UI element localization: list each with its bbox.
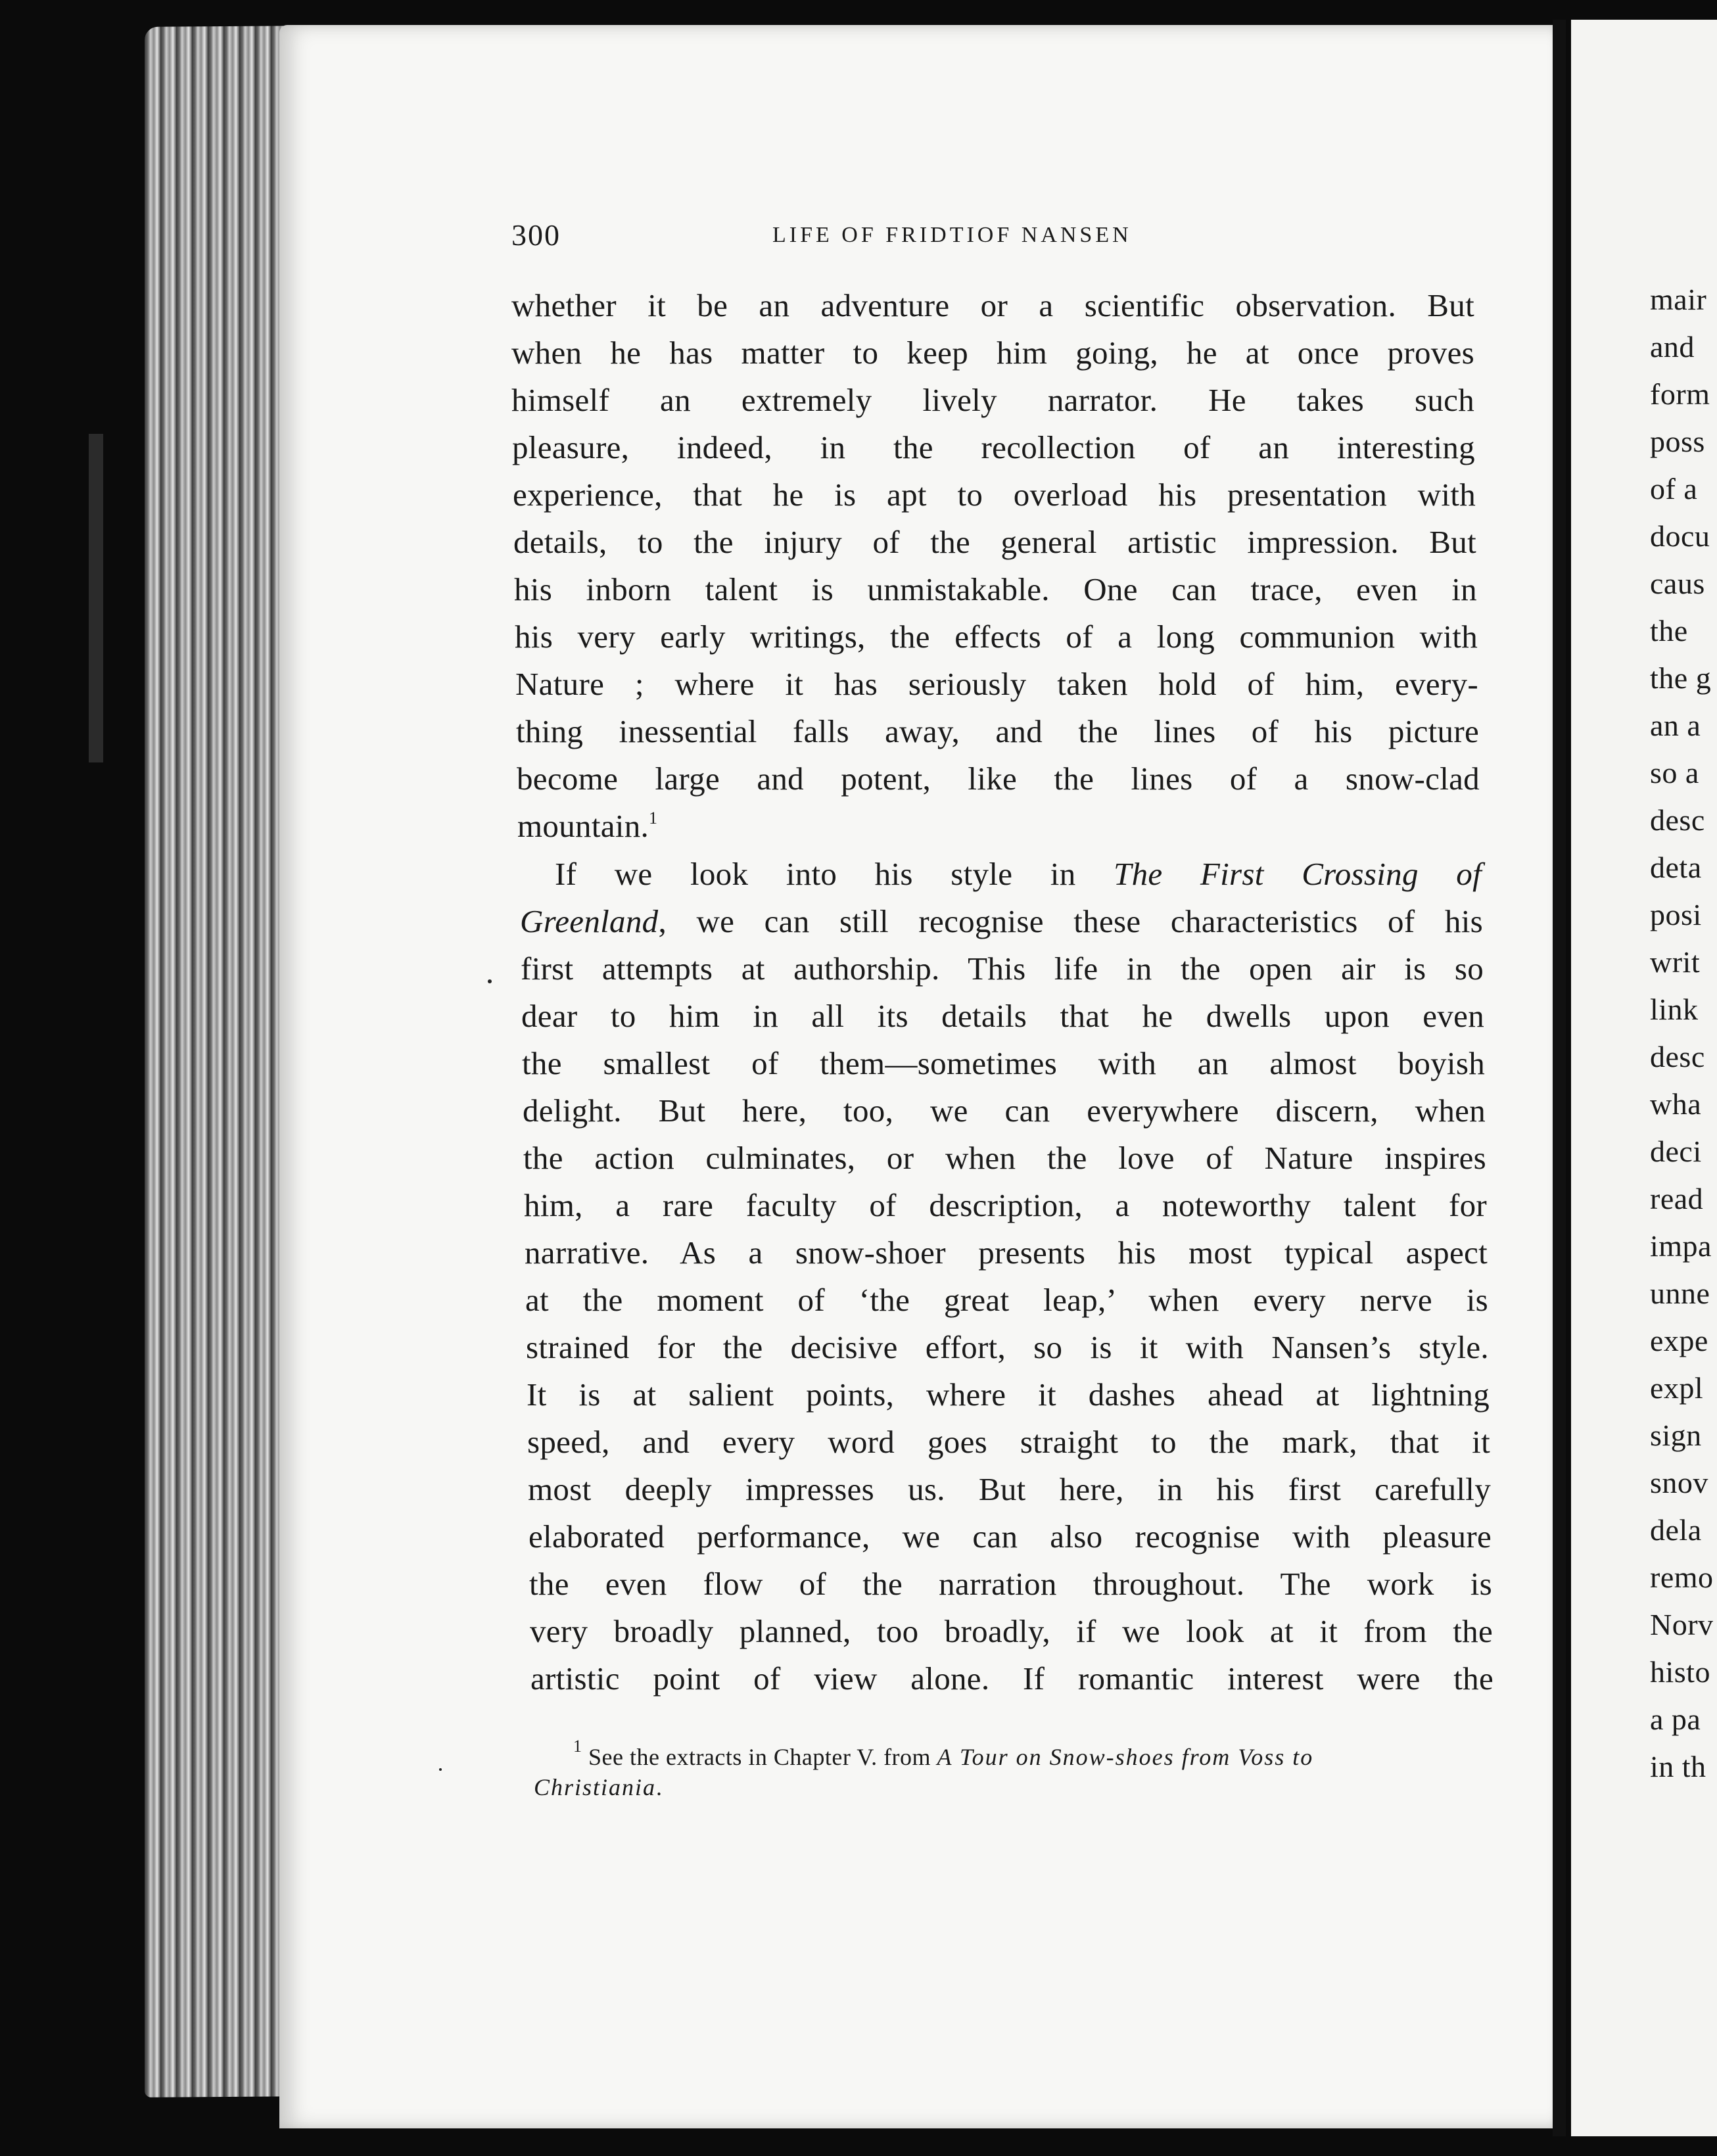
- text-line: the even flow of the narration throughout. The work is: [529, 1566, 1492, 1602]
- facing-page-line: read: [1650, 1182, 1704, 1215]
- facing-page-line: Norv: [1650, 1608, 1714, 1641]
- text-line: [520, 901, 1483, 943]
- facing-page-line: desc: [1650, 803, 1705, 837]
- footnote: [534, 1737, 1500, 1802]
- footnote-marker: [534, 1737, 582, 1770]
- footnote-end: .: [656, 1774, 663, 1800]
- facing-page-line: the: [1650, 614, 1688, 647]
- text-line: artistic point of view alone. If romantic interest were the: [530, 1660, 1494, 1697]
- scan-speck: [439, 1768, 442, 1771]
- text-line: his inborn talent is unmistakable. One can trace, even in: [514, 571, 1477, 607]
- text-line: the action culminates, or when the love of Nature inspires: [523, 1140, 1486, 1176]
- text-fragment: , we can still recognise these characteristics of his: [658, 903, 1483, 939]
- binding-shadow: [89, 434, 103, 762]
- facing-page: [1571, 20, 1717, 2136]
- text-line: Nature ; where it has seriously taken hold of him, every-: [515, 666, 1478, 702]
- facing-page-line: writ: [1650, 945, 1701, 979]
- text-line: himself an extremely lively narrator. He takes such: [511, 382, 1474, 418]
- footnote-number: 1: [573, 1737, 582, 1756]
- footnote-text: See the extracts in Chapter V. from: [588, 1744, 937, 1770]
- text-line: him, a rare faculty of description, a noteworthy talent for: [524, 1187, 1487, 1223]
- facing-page-line: histo: [1650, 1655, 1710, 1689]
- book-title: Greenland: [520, 903, 659, 939]
- paragraph-start-line: [519, 853, 1482, 895]
- facing-page-line: docu: [1650, 519, 1710, 553]
- facing-page-line: the g: [1650, 661, 1712, 695]
- facing-page-line: an a: [1650, 709, 1701, 742]
- footnote-title: A Tour on Snow-shoes from Voss to: [937, 1744, 1314, 1770]
- text-line: details, to the injury of the general artistic impression. But: [513, 524, 1476, 560]
- text-line: most deeply impresses us. But here, in his first carefully: [528, 1471, 1491, 1507]
- footnote-title-continued: Christiania: [534, 1774, 657, 1800]
- text-fragment: If we look into his style in: [555, 856, 1114, 892]
- text-line: when he has matter to keep him going, he at once proves: [511, 335, 1474, 371]
- facing-page-line: link: [1650, 993, 1699, 1026]
- facing-page-line: mair: [1650, 283, 1707, 316]
- text-line: narrative. As a snow-shoer presents his most typical aspect: [525, 1234, 1488, 1271]
- facing-page-line: snov: [1650, 1466, 1708, 1499]
- text-fragment: mountain.: [517, 808, 649, 844]
- text-line: strained for the decisive effort, so is it with Nansen’s style.: [526, 1329, 1489, 1365]
- facing-page-line: caus: [1650, 567, 1705, 600]
- text-line: become large and potent, like the lines of a snow-clad: [517, 761, 1480, 797]
- text-line: It is at salient points, where it dashes ahead at lightning: [527, 1376, 1490, 1413]
- text-line: whether it be an adventure or a scientific observation. But: [511, 287, 1474, 323]
- text-line: first attempts at authorship. This life in the open air is so: [521, 950, 1484, 987]
- facing-page-line: of a: [1650, 472, 1698, 505]
- text-line: thing inessential falls away, and the lines of his picture: [516, 713, 1479, 749]
- facing-page-line: deci: [1650, 1135, 1702, 1168]
- running-head: LIFE OF FRIDTIOF NANSEN: [772, 223, 1132, 247]
- facing-page-line: remo: [1650, 1560, 1714, 1594]
- facing-page-line: impa: [1650, 1229, 1712, 1263]
- facing-page-line: a pa: [1650, 1702, 1701, 1736]
- text-line: dear to him in all its details that he dwells upon even: [521, 998, 1484, 1034]
- text-line: delight. But here, too, we can everywhere discern, when: [523, 1092, 1486, 1129]
- scan-speck: [488, 979, 492, 983]
- facing-page-line: wha: [1650, 1087, 1702, 1121]
- facing-page-line: in th: [1650, 1750, 1706, 1783]
- facing-page-line: posi: [1650, 898, 1702, 931]
- facing-page-line: unne: [1650, 1277, 1710, 1310]
- text-line: experience, that he is apt to overload his presentation with: [513, 477, 1476, 513]
- text-line: elaborated performance, we can also recognise with pleasure: [529, 1518, 1492, 1555]
- facing-page-line: expl: [1650, 1371, 1704, 1405]
- text-line: [517, 805, 1480, 847]
- gutter: [1553, 20, 1566, 2136]
- page-number: 300: [511, 218, 561, 252]
- facing-page-line: deta: [1650, 851, 1702, 884]
- facing-page-line: expe: [1650, 1324, 1708, 1357]
- book-title: The First Crossing of: [1114, 856, 1482, 892]
- facing-page-line: desc: [1650, 1040, 1705, 1073]
- facing-page-line: and: [1650, 330, 1695, 363]
- text-line: pleasure, indeed, in the recollection of an interesting: [512, 429, 1475, 465]
- footnote-reference: 1: [649, 808, 658, 828]
- facing-page-line: so a: [1650, 756, 1699, 789]
- text-line: at the moment of ‘the great leap,’ when every nerve is: [525, 1282, 1488, 1318]
- facing-page-line: poss: [1650, 425, 1705, 458]
- text-line: the smallest of them—sometimes with an almost boyish: [522, 1045, 1485, 1081]
- facing-page-line: form: [1650, 377, 1710, 411]
- facing-page-line: dela: [1650, 1513, 1702, 1547]
- text-line: speed, and every word goes straight to the mark, that it: [527, 1424, 1490, 1460]
- facing-page-line: sign: [1650, 1418, 1702, 1452]
- text-line: very broadly planned, too broadly, if we look at it from the: [530, 1613, 1493, 1649]
- text-line: his very early writings, the effects of a long communion with: [515, 619, 1478, 655]
